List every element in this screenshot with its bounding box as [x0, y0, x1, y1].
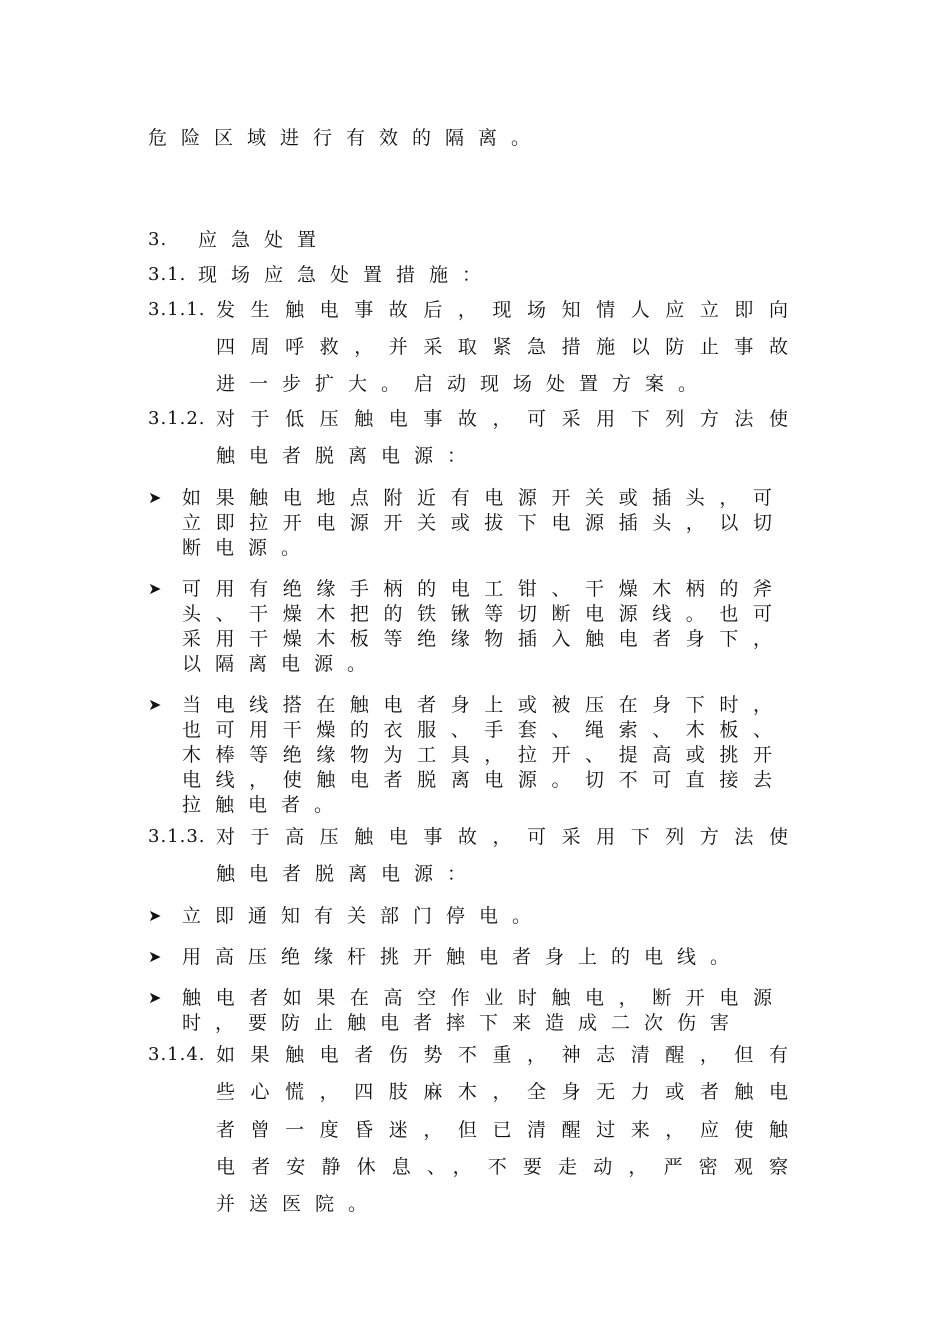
bullet-line: 立即拉开电源开关或拔下电源插头，以切 — [182, 512, 772, 534]
bullet-line: 拉触电者。 — [182, 794, 348, 816]
bullet-line: 采用干燥木板等绝缘物插入触电者身下， — [182, 628, 772, 650]
item-3-1-4-line: 电者安静休息、，不要走动，严密观察 — [216, 1156, 788, 1178]
item-3-1-1-line: 进一步扩大。启动现场处置方案。 — [216, 373, 712, 395]
bullet-line: 时，要防止触电者摔下来造成二次伤害 — [182, 1012, 744, 1034]
section-3-number: 3. — [148, 229, 168, 250]
item-3-1-2-number: 3.1.2. — [148, 408, 206, 429]
arrowhead-bullet-icon: ➤ — [148, 988, 162, 1007]
bullet-line: 以隔离电源。 — [182, 653, 381, 675]
item-3-1-2-line: 对于低压触电事故，可采用下列方法使 — [216, 408, 788, 430]
bullet-line: 电线，使触电者脱离电源。切不可直接去 — [182, 769, 772, 791]
section-3-1-title: 现场应急处置措施： — [198, 264, 496, 286]
bullet-line: 触电者如果在高空作业时触电，断开电源 — [182, 987, 772, 1009]
arrowhead-bullet-icon: ➤ — [148, 906, 162, 925]
item-3-1-3-number: 3.1.3. — [148, 826, 206, 847]
item-3-1-4-line: 者曾一度昏迷，但已清醒过来，应使触 — [216, 1119, 788, 1141]
item-3-1-4-line: 并送医院。 — [216, 1193, 382, 1215]
section-3-title: 应急处置 — [198, 229, 331, 251]
arrowhead-bullet-icon: ➤ — [148, 695, 162, 714]
item-3-1-1-line: 四周呼救，并采取紧急措施以防止事故 — [216, 336, 788, 358]
bullet-line: 也可用干燥的衣服、手套、绳索、木板、 — [182, 719, 772, 741]
item-3-1-4-line: 如果触电者伤势不重，神志清醒，但有 — [216, 1044, 788, 1066]
item-3-1-3-line: 触电者脱离电源： — [216, 863, 481, 885]
bullet-line: 断电源。 — [182, 537, 315, 559]
bullet-line: 用高压绝缘杆挑开触电者身上的电线。 — [182, 946, 744, 968]
item-3-1-1-number: 3.1.1. — [148, 299, 206, 320]
arrowhead-bullet-icon: ➤ — [148, 579, 162, 598]
bullet-line: 如果触电地点附近有电源开关或插头，可 — [182, 487, 772, 509]
arrowhead-bullet-icon: ➤ — [148, 488, 162, 507]
bullet-line: 头、干燥木把的铁锹等切断电源线。也可 — [182, 603, 772, 625]
item-3-1-3-line: 对于高压触电事故，可采用下列方法使 — [216, 826, 788, 848]
bullet-line: 木棒等绝缘物为工具，拉开、提高或挑开 — [182, 744, 772, 766]
arrowhead-bullet-icon: ➤ — [148, 947, 162, 966]
item-3-1-1-line: 发生触电事故后，现场知情人应立即向 — [216, 299, 788, 321]
bullet-line: 可用有绝缘手柄的电工钳、干燥木柄的斧 — [182, 578, 772, 600]
bullet-line: 立即通知有关部门停电。 — [182, 905, 546, 927]
section-3-1-number: 3.1. — [148, 264, 187, 285]
item-3-1-2-line: 触电者脱离电源： — [216, 445, 481, 467]
bullet-line: 当电线搭在触电者身上或被压在身下时， — [182, 694, 772, 716]
item-3-1-4-number: 3.1.4. — [148, 1044, 206, 1065]
item-3-1-4-line: 些心慌，四肢麻木，全身无力或者触电 — [216, 1081, 788, 1103]
intro-line: 危险区域进行有效的隔离。 — [148, 127, 545, 149]
